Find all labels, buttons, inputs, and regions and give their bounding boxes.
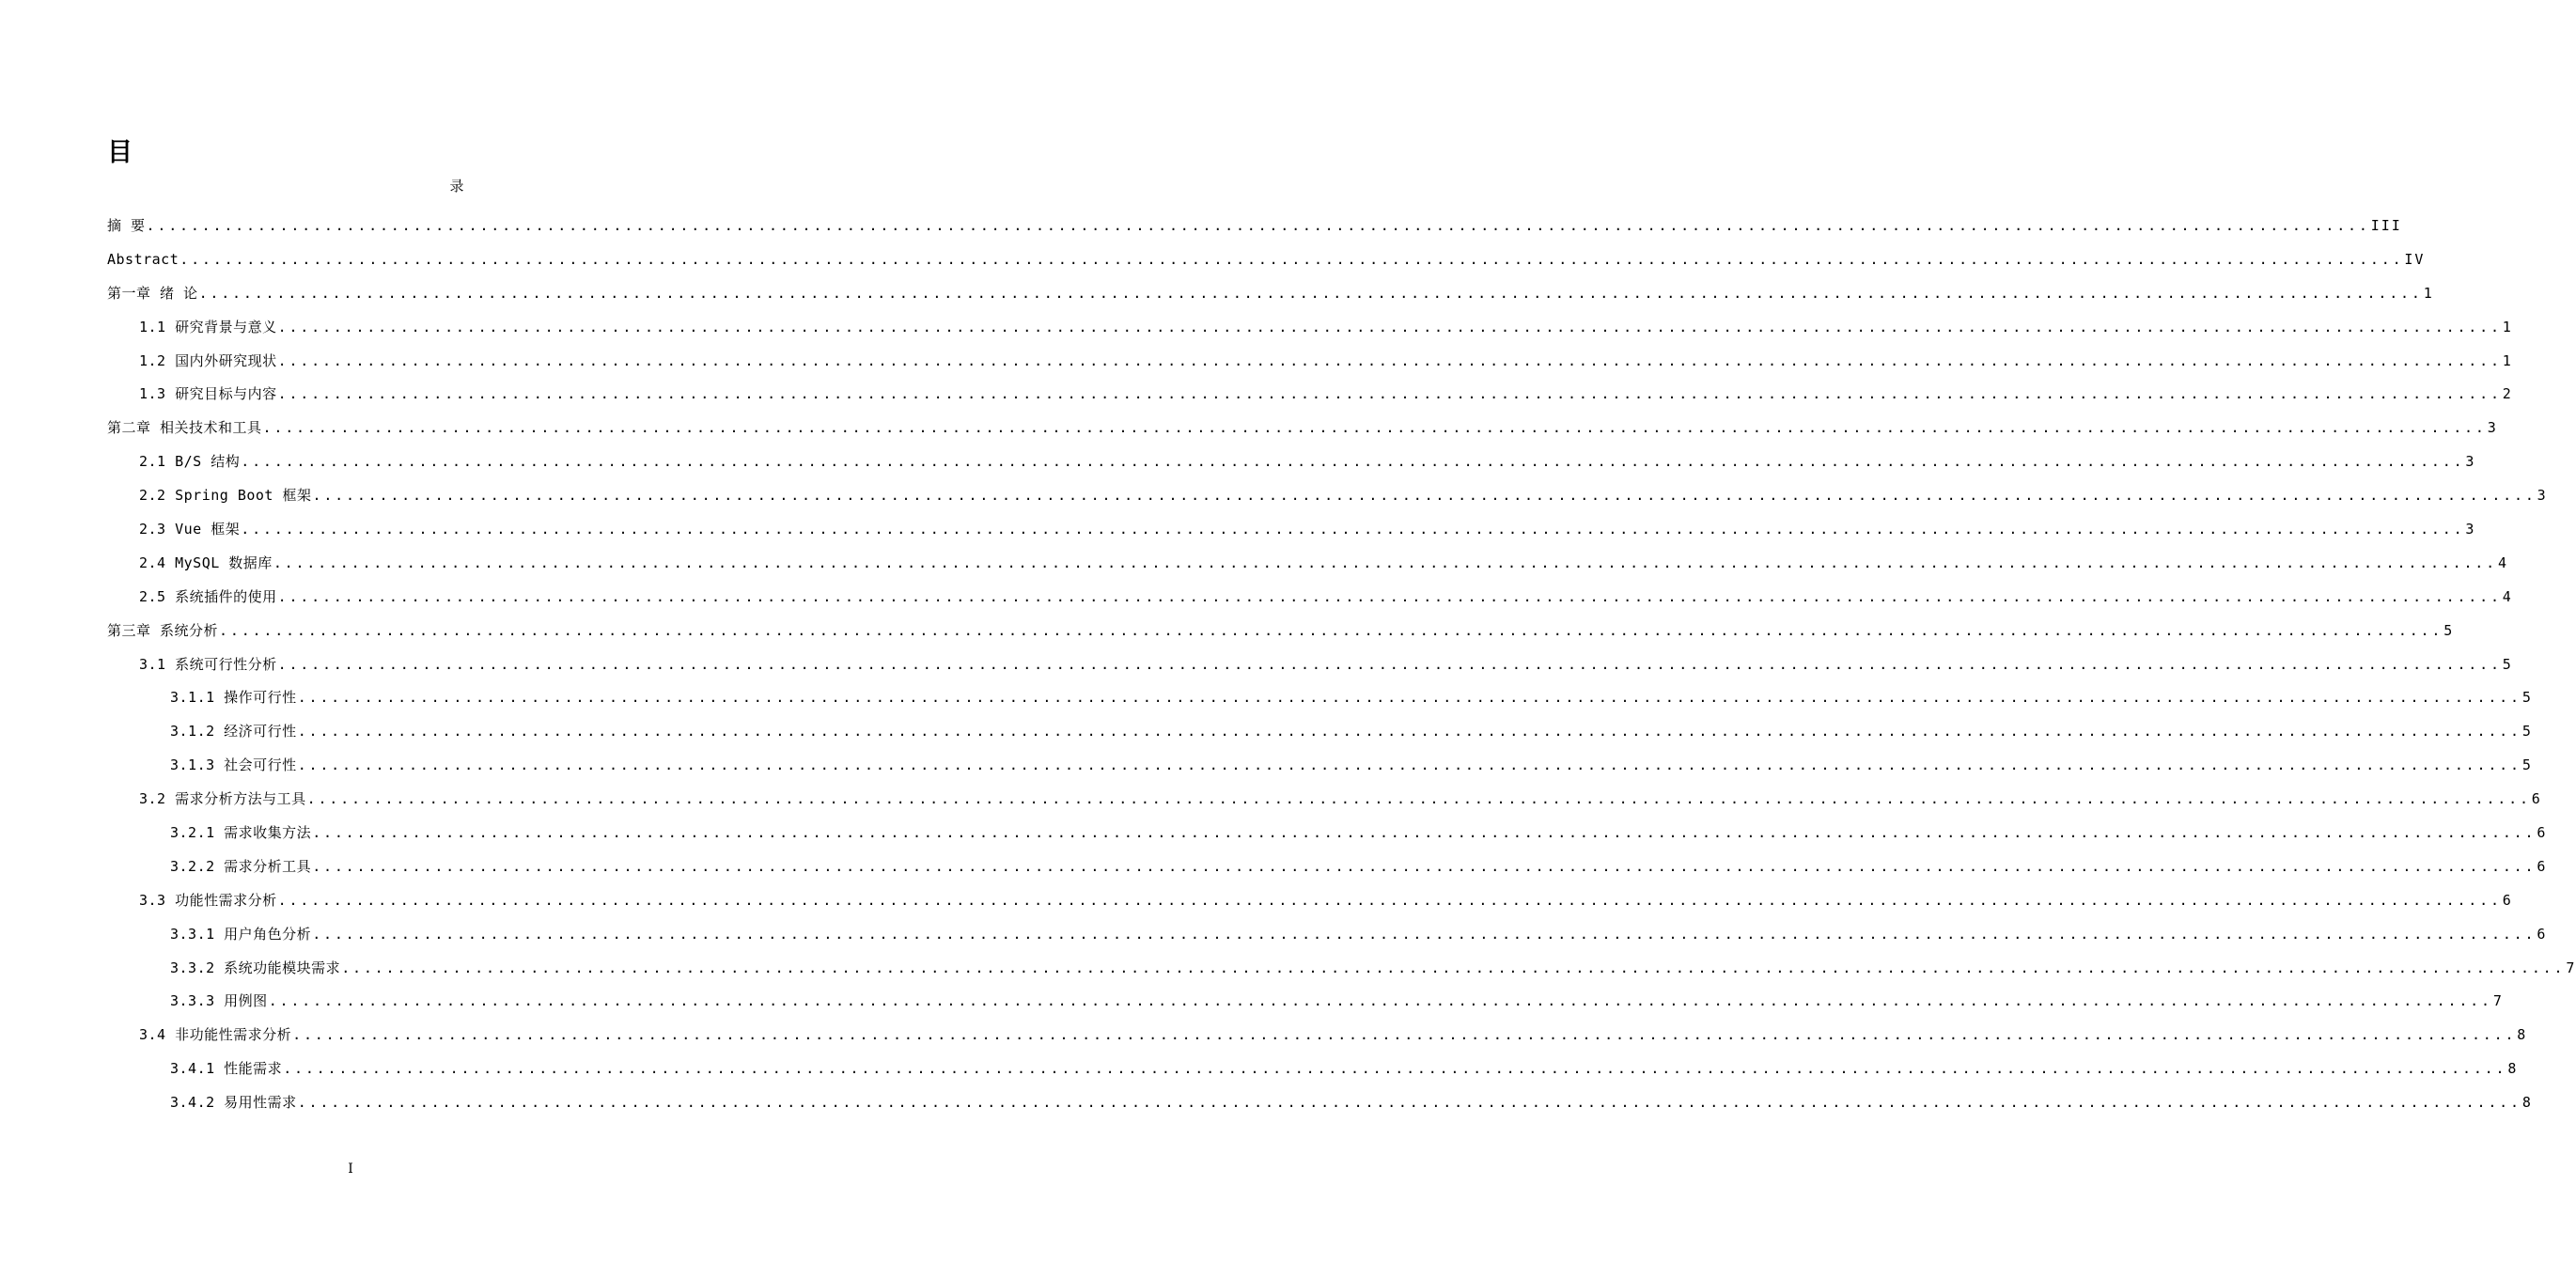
toc-entry[interactable]: [107, 209, 2402, 242]
toc-leader-dots: ........................................................................................................................................................................................................: [146, 216, 2370, 234]
toc-entry-label: 3.1.3 社会可行性: [170, 756, 297, 774]
toc-entry-label: 第三章 系统分析: [107, 621, 219, 639]
toc-entry[interactable]: [107, 276, 2434, 310]
toc-entry-label: 3.4.1 性能需求: [170, 1060, 283, 1078]
toc-leader-dots: ........................................................................................................................................................................................................: [297, 1094, 2521, 1112]
toc-entry-label: 第一章 绪 论: [107, 284, 198, 302]
toc-entry[interactable]: [107, 1085, 2533, 1119]
toc-leader-dots: ........................................................................................................................................................................................................: [262, 419, 2487, 437]
toc-leader-dots: ........................................................................................................................................................................................................: [312, 925, 2537, 943]
toc-entry-label: 摘 要: [107, 216, 146, 234]
toc-entry[interactable]: [107, 748, 2533, 782]
toc-entry-page: IV: [2404, 250, 2426, 268]
toc-entry[interactable]: [107, 1052, 2519, 1085]
toc-entry[interactable]: [107, 917, 2548, 951]
toc-entry-page: 5: [2502, 655, 2513, 673]
toc-leader-dots: ........................................................................................................................................................................................................: [312, 487, 2537, 505]
toc-entry-page: 1: [2502, 351, 2513, 369]
toc-entry[interactable]: [107, 984, 2504, 1018]
toc-entry-label: 3.2.2 需求分析工具: [170, 857, 312, 875]
toc-entry[interactable]: [107, 816, 2548, 850]
toc-entry-label: 1.3 研究目标与内容: [139, 385, 277, 403]
toc-entry-label: 2.2 Spring Boot 框架: [139, 487, 312, 505]
toc-entry-label: 2.3 Vue 框架: [139, 520, 241, 538]
toc-entry-page: 7: [2566, 959, 2576, 976]
page-number: I: [348, 1162, 353, 1177]
toc-entry-label: 1.2 国内外研究现状: [139, 351, 277, 369]
toc-leader-dots: ........................................................................................................................................................................................................: [277, 351, 2502, 369]
toc-leader-dots: ........................................................................................................................................................................................................: [277, 587, 2502, 605]
toc-entry-page: 5: [2443, 621, 2455, 639]
toc-entry[interactable]: [107, 411, 2498, 444]
toc-entry-label: 2.1 B/S 结构: [139, 453, 241, 471]
toc-entry-label: 第二章 相关技术和工具: [107, 419, 262, 437]
toc-entry-page: 3: [2487, 419, 2498, 437]
toc-entry[interactable]: [107, 546, 2508, 580]
toc-entry-label: 3.1.1 操作可行性: [170, 689, 297, 707]
toc-entry[interactable]: [107, 444, 2476, 478]
toc-entry-label: 1.1 研究背景与意义: [139, 318, 277, 335]
toc-leader-dots: ........................................................................................................................................................................................................: [273, 554, 2497, 571]
toc-entry-label: 3.4.2 易用性需求: [170, 1094, 297, 1112]
toc-entry-page: 8: [2517, 1026, 2528, 1044]
toc-leader-dots: ........................................................................................................................................................................................................: [306, 790, 2531, 808]
toc-entry-page: 6: [2537, 823, 2548, 841]
toc-leader-dots: ........................................................................................................................................................................................................: [241, 453, 2465, 471]
toc-entry-label: 3.1.2 经济可行性: [170, 723, 297, 741]
toc-entry-page: 7: [2492, 992, 2504, 1010]
toc-entry-page: III: [2370, 216, 2402, 234]
toc-leader-dots: ........................................................................................................................................................................................................: [292, 1026, 2517, 1044]
toc-entry[interactable]: [107, 512, 2476, 546]
toc-entry-page: 3: [2537, 487, 2548, 505]
toc-entry[interactable]: [107, 850, 2548, 883]
toc-entry[interactable]: [107, 344, 2513, 378]
toc-entry[interactable]: [107, 680, 2533, 714]
toc-entry-page: 8: [2507, 1060, 2519, 1078]
toc-entry-label: 3.3 功能性需求分析: [139, 891, 277, 909]
toc-entry-page: 4: [2497, 554, 2508, 571]
toc-entry-label: Abstract: [107, 250, 180, 268]
toc-leader-dots: ........................................................................................................................................................................................................: [277, 655, 2502, 673]
toc-entry[interactable]: [107, 1018, 2528, 1052]
toc-entry[interactable]: [107, 951, 2576, 985]
toc-entry-page: 6: [2531, 790, 2542, 808]
toc-entry[interactable]: [107, 242, 2426, 276]
toc-entry-label: 3.1 系统可行性分析: [139, 655, 277, 673]
toc-entry-page: 5: [2521, 689, 2533, 707]
toc-entry[interactable]: [107, 714, 2533, 748]
toc-entry-page: 6: [2502, 891, 2513, 909]
toc-leader-dots: ........................................................................................................................................................................................................: [198, 284, 2423, 302]
toc-entry-label: 3.2 需求分析方法与工具: [139, 790, 306, 808]
toc-entry-page: 3: [2465, 453, 2476, 471]
toc-entry-page: 6: [2537, 857, 2548, 875]
toc-entry-page: 1: [2423, 284, 2434, 302]
toc-entry-page: 6: [2537, 925, 2548, 943]
toc-entry-label: 2.4 MySQL 数据库: [139, 554, 273, 571]
toc-leader-dots: ........................................................................................................................................................................................................: [312, 857, 2537, 875]
table-of-contents: [107, 209, 2576, 1119]
toc-leader-dots: ........................................................................................................................................................................................................: [268, 992, 2492, 1010]
toc-entry-page: 1: [2502, 318, 2513, 335]
toc-title-main: 目: [107, 138, 133, 167]
toc-entry-page: 5: [2521, 756, 2533, 774]
toc-entry[interactable]: [107, 310, 2513, 344]
toc-entry[interactable]: [107, 478, 2548, 512]
toc-entry[interactable]: [107, 377, 2513, 411]
toc-leader-dots: ........................................................................................................................................................................................................: [219, 621, 2443, 639]
toc-leader-dots: ........................................................................................................................................................................................................: [277, 891, 2502, 909]
toc-entry-label: 3.3.1 用户角色分析: [170, 925, 312, 943]
toc-entry-page: 2: [2502, 385, 2513, 403]
toc-entry[interactable]: [107, 580, 2513, 614]
toc-entry[interactable]: [107, 647, 2513, 681]
toc-leader-dots: ........................................................................................................................................................................................................: [277, 385, 2502, 403]
toc-leader-dots: ........................................................................................................................................................................................................: [241, 520, 2465, 538]
toc-entry-page: 8: [2521, 1094, 2533, 1112]
toc-entry-label: 2.5 系统插件的使用: [139, 587, 277, 605]
toc-leader-dots: ........................................................................................................................................................................................................: [277, 318, 2502, 335]
toc-entry-label: 3.3.2 系统功能模块需求: [170, 959, 341, 976]
toc-leader-dots: ........................................................................................................................................................................................................: [180, 250, 2404, 268]
toc-entry-page: 3: [2465, 520, 2476, 538]
toc-leader-dots: ........................................................................................................................................................................................................: [341, 959, 2566, 976]
toc-leader-dots: ........................................................................................................................................................................................................: [297, 756, 2521, 774]
toc-entry-label: 3.2.1 需求收集方法: [170, 823, 312, 841]
toc-leader-dots: ........................................................................................................................................................................................................: [283, 1060, 2507, 1078]
toc-leader-dots: ........................................................................................................................................................................................................: [297, 723, 2521, 741]
toc-leader-dots: ........................................................................................................................................................................................................: [297, 689, 2521, 707]
toc-entry-label: 3.4 非功能性需求分析: [139, 1026, 292, 1044]
toc-entry-label: 3.3.3 用例图: [170, 992, 268, 1010]
toc-entry[interactable]: [107, 782, 2542, 816]
toc-leader-dots: ........................................................................................................................................................................................................: [312, 823, 2537, 841]
toc-entry-page: 5: [2521, 723, 2533, 741]
toc-entry[interactable]: [107, 883, 2513, 917]
toc-entry-page: 4: [2502, 587, 2513, 605]
toc-title-sub: 录: [449, 178, 464, 195]
toc-entry[interactable]: [107, 614, 2455, 647]
